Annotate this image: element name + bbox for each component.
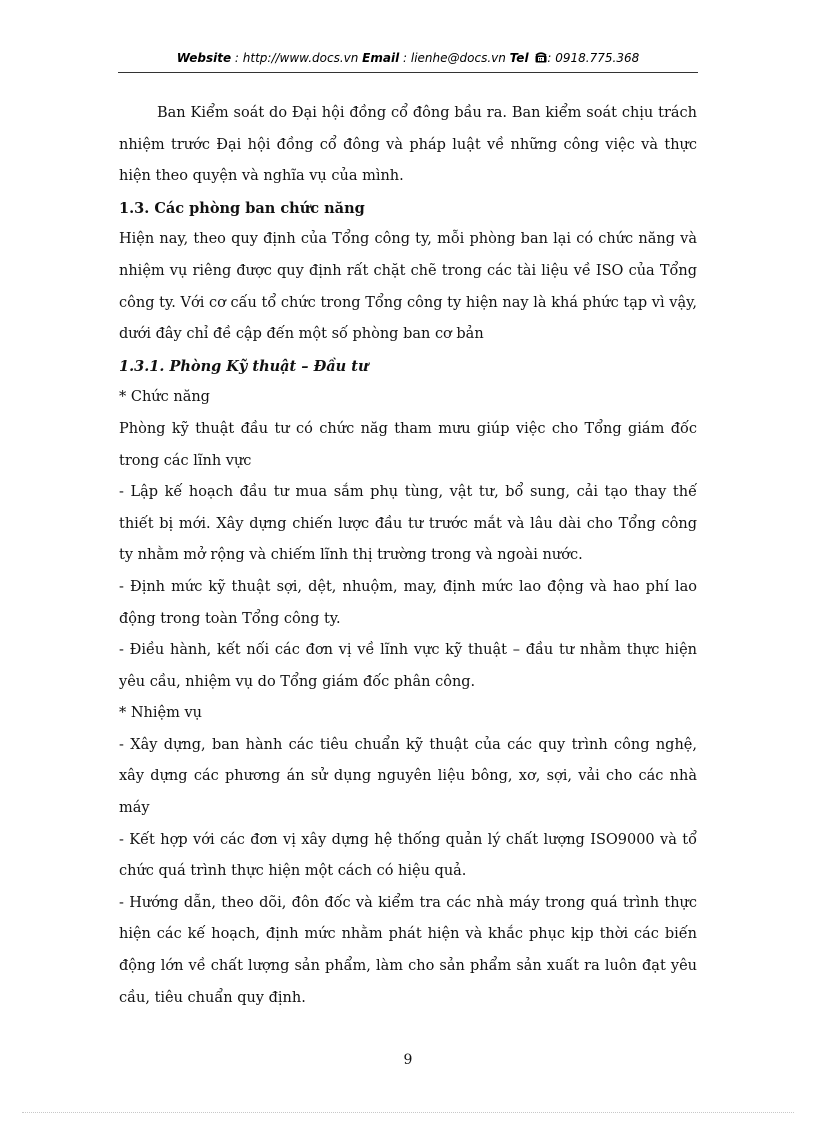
page-number: 9 bbox=[403, 1052, 413, 1068]
tel-value: : 0918.775.368 bbox=[547, 51, 640, 65]
bullet-item: - Xây dựng, ban hành các tiêu chuẩn kỹ thuật của các quy trình công nghệ, xây dựng các phương án sử dụng nguyên liệu bông, xơ, sợi, vải cho các nhà máy bbox=[119, 736, 697, 817]
paragraph-functions: Phòng kỹ thuật đầu tư có chức năg tham mưu giúp việc cho Tổng giám đốc trong các lĩnh vực bbox=[119, 420, 697, 469]
website-value: : http://www.docs.vn bbox=[231, 51, 363, 65]
document-body bbox=[119, 98, 697, 1014]
bullet-item: - Điều hành, kết nối các đơn vị về lĩnh vực kỹ thuật – đầu tư nhằm thực hiện yêu cầu, nhiệm vụ do Tổng giám đốc phân công. bbox=[119, 642, 697, 690]
phone-icon bbox=[535, 52, 547, 66]
bullet-item: - Kết hợp với các đơn vị xây dựng hệ thống quản lý chất lượng ISO9000 và tổ chức quá trình thực hiện một cách có hiệu quả. bbox=[119, 831, 697, 880]
email-value: : lienhe@docs.vn bbox=[399, 51, 510, 65]
paragraph-departments-intro: Hiện nay, theo quy định của Tổng công ty, mỗi phòng ban lại có chức năng và nhiệm vụ riêng được quy định rất chặt chẽ trong các tài liệu về ISO của Tổng công ty. Với cơ cấu tổ chức trong Tổng công ty hiện nay là khá phức tạp vì vậy, dưới đây chỉ đề cập đến một số phòng ban cơ bản bbox=[119, 231, 697, 343]
section-heading: 1.3. Các phòng ban chức năng bbox=[119, 199, 365, 217]
bullet-item: - Hướng dẫn, theo dõi, đôn đốc và kiểm tra các nhà máy trong quá trình thực hiện các kế hoạch, định mức nhằm phát hiện và khắc phục kịp thời các biến động lớn về chất lượng sản phẩm, làm cho sản phẩm sản xuất ra luôn đạt yêu cầu, tiêu chuẩn quy định. bbox=[119, 894, 697, 1006]
duties-label: * Nhiệm vụ bbox=[119, 705, 202, 722]
subsection-heading: 1.3.1. Phòng Kỹ thuật – Đầu tư bbox=[119, 357, 369, 375]
website-label: Website bbox=[176, 51, 232, 65]
page-header bbox=[118, 51, 698, 66]
paragraph-board-of-supervisors: Ban Kiểm soát do Đại hội đồng cổ đông bầu ra. Ban kiểm soát chịu trách nhiệm trước Đại hội đồng cổ đông và pháp luật về những công việc và thực hiện theo quyện và nghĩa vụ của mình. bbox=[119, 105, 697, 185]
bullet-item: - Định mức kỹ thuật sợi, dệt, nhuộm, may, định mức lao động và hao phí lao động trong toàn Tổng công ty. bbox=[119, 578, 697, 627]
email-label: Email bbox=[362, 51, 400, 65]
page-bottom-border bbox=[22, 1112, 794, 1113]
bullet-item: - Lập kế hoạch đầu tư mua sắm phụ tùng, vật tư, bổ sung, cải tạo thay thế thiết bị mới. Xây dựng chiến lược đầu tư trước mắt và lâu dài cho Tổng công ty nhằm mở rộng và chiếm lĩnh thị trường trong và ngoài nước. bbox=[119, 484, 697, 564]
functions-label: * Chức năng bbox=[119, 389, 210, 406]
header-divider bbox=[118, 72, 698, 73]
tel-label: Tel bbox=[509, 51, 529, 65]
